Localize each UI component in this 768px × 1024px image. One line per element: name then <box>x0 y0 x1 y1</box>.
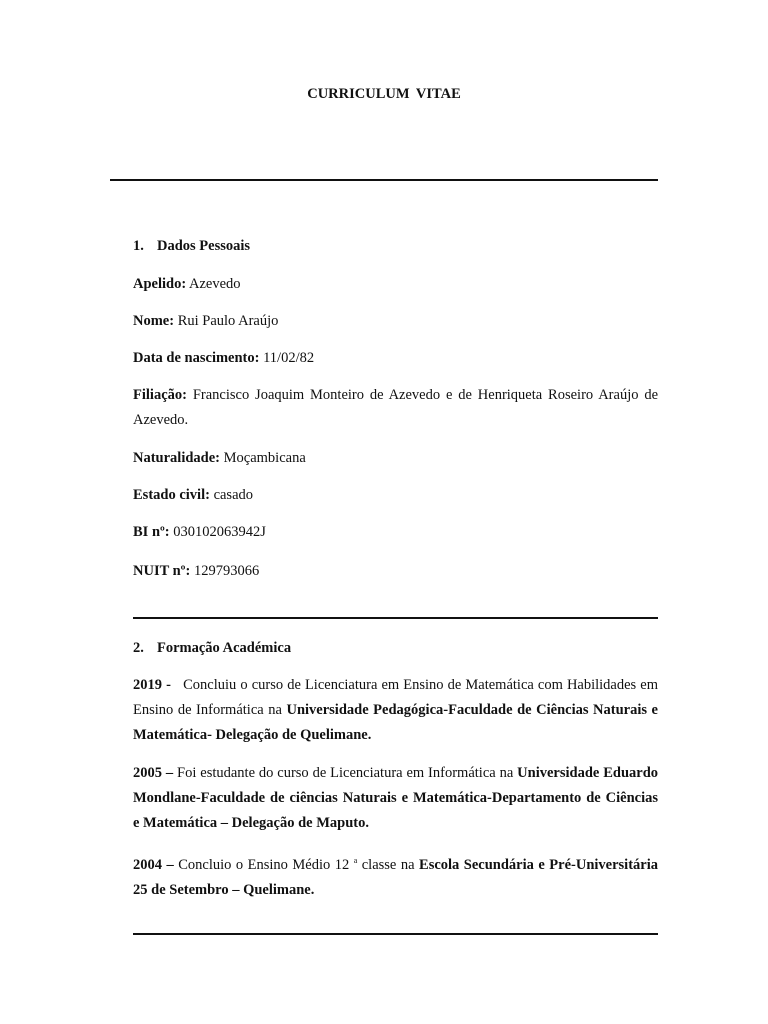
field-estado-civil-label: Estado civil: <box>133 487 210 503</box>
field-nuit-value: 129793066 <box>193 563 260 579</box>
education-year: 2004 – <box>133 857 174 873</box>
section-2-number: 2. <box>133 640 144 656</box>
education-institution: Escola Secundária e Pré-Universitária 25 de Setembro – Quelimane. <box>133 857 658 898</box>
field-naturalidade-value: Moçambicana <box>223 450 306 466</box>
education-description: Concluiu o curso de Licenciatura em Ensino de Matemática com Habilidades em Ensino de Informática na <box>133 677 658 718</box>
field-nome-label: Nome: <box>133 313 175 329</box>
document-title: CURRICULUM VITAE <box>307 86 461 102</box>
field-filiacao-value: Francisco Joaquim Monteiro de Azevedo e de Henriqueta Roseiro Araújo de Azevedo. <box>133 387 659 428</box>
field-apelido-value: Azevedo <box>189 276 241 292</box>
section-1-number: 1. <box>133 238 144 254</box>
section-2-title: Formação Académica <box>157 640 292 656</box>
field-apelido <box>133 272 658 297</box>
section-divider <box>133 933 658 935</box>
education-description-cont: classe na <box>361 857 415 873</box>
field-filiacao <box>133 383 658 433</box>
field-apelido-label: Apelido: <box>133 276 187 292</box>
field-data-nascimento-label: Data de nascimento: <box>133 350 260 366</box>
education-year: 2019 - <box>133 677 171 693</box>
education-institution: Universidade Eduardo Mondlane-Faculdade de ciências Naturais e Matemática-Departamento de Ciências e Matemática – Delegação de Maputo. <box>133 765 659 831</box>
field-filiacao-label: Filiação: <box>133 387 187 403</box>
education-entry <box>133 848 658 903</box>
field-naturalidade-label: Naturalidade: <box>133 450 220 466</box>
education-institution: Universidade Pedagógica-Faculdade de Ciências Naturais e Matemática- Delegação de Quelimane. <box>133 702 658 743</box>
section-1-heading <box>133 238 250 255</box>
field-bi <box>133 520 658 545</box>
field-data-nascimento <box>133 346 658 371</box>
field-estado-civil <box>133 483 658 508</box>
education-year: 2005 – <box>133 765 174 781</box>
field-nuit <box>133 559 658 584</box>
field-estado-civil-value: casado <box>213 487 254 503</box>
education-entry <box>133 673 658 748</box>
title-divider <box>110 179 658 181</box>
education-description: Foi estudante do curso de Licenciatura em Informática na <box>177 765 514 781</box>
section-2-heading <box>133 640 291 657</box>
education-description: Concluio o Ensino Médio 12 <box>178 857 350 873</box>
field-nome-value: Rui Paulo Araújo <box>177 313 279 329</box>
field-bi-label: BI nº: <box>133 524 170 540</box>
field-nuit-label: NUIT nº: <box>133 563 191 579</box>
section-1-title: Dados Pessoais <box>157 238 251 254</box>
ordinal-superscript: a <box>353 856 358 865</box>
field-data-nascimento-value: 11/02/82 <box>263 350 315 366</box>
field-nome <box>133 309 658 334</box>
education-entry <box>133 761 658 836</box>
field-naturalidade <box>133 446 658 471</box>
field-bi-value: 030102063942J <box>173 524 266 540</box>
section-divider <box>133 617 658 619</box>
